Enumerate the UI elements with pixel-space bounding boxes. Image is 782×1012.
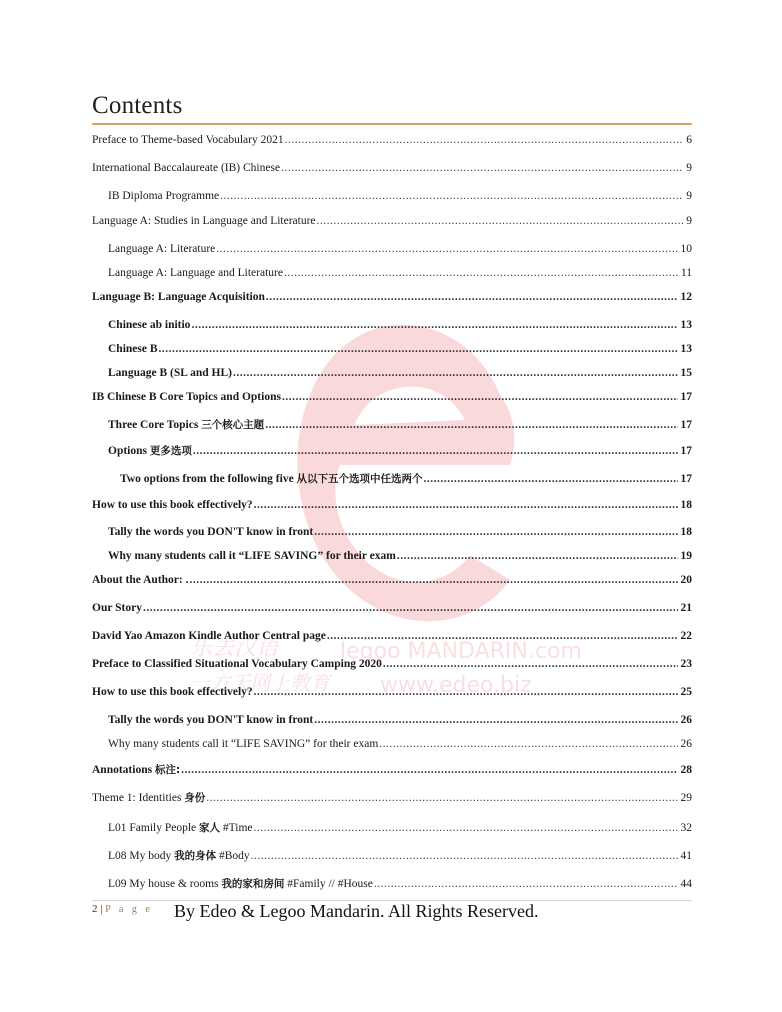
- toc-entry-label: [92, 791, 205, 805]
- toc-entry[interactable]: [92, 390, 692, 404]
- toc-entry[interactable]: [92, 849, 692, 863]
- toc-entry-chinese: 身份: [184, 792, 206, 804]
- toc-page-number: 25: [680, 686, 692, 698]
- toc-leader-dots: [327, 629, 678, 643]
- toc-page-number: 44: [680, 878, 692, 890]
- toc-page-number: 12: [680, 291, 692, 303]
- toc-page-number: 10: [680, 243, 692, 255]
- rights-notice: By Edeo & Legoo Mandarin. All Rights Reserved.: [174, 901, 539, 921]
- toc-entry-text: Why many students call it “LIFE SAVING” for their exam: [108, 550, 396, 562]
- toc-entry-text: Tally the words you DON'T know in front: [108, 526, 314, 538]
- toc-page-number: 6: [686, 134, 692, 146]
- toc-leader-dots: [233, 366, 678, 380]
- toc-entry-text: Annotations: [92, 764, 155, 776]
- toc-page-number: 9: [686, 190, 692, 202]
- toc-entry[interactable]: [92, 877, 692, 891]
- toc-entry-text: Preface to Classified Situational Vocabulary Camping 2020: [92, 658, 382, 670]
- toc-page-number: 17: [680, 445, 692, 457]
- toc-entry-text: About the Author: .: [92, 574, 189, 586]
- toc-entry-text: How to use this book effectively?: [92, 499, 253, 511]
- toc-leader-dots: [314, 525, 677, 539]
- toc-leader-dots: [254, 498, 678, 512]
- toc-entry-text: Preface to Theme-based Vocabulary 2021: [92, 134, 284, 146]
- toc-leader-dots: [374, 877, 678, 891]
- toc-page-number: 13: [680, 319, 692, 331]
- watermark-zh-line1: 乐去汉语: [190, 636, 279, 661]
- toc-entry-chinese: 我的身体: [174, 850, 217, 862]
- toc-leader-dots: [281, 161, 683, 175]
- toc-leader-dots: [314, 713, 677, 727]
- toc-entry-text: International Baccalaureate (IB) Chinese: [92, 162, 281, 174]
- toc-entry-text: IB Chinese B Core Topics and Options: [92, 391, 281, 403]
- toc-entry-label: [92, 498, 253, 512]
- toc-entry[interactable]: [92, 685, 692, 699]
- toc-entry[interactable]: [92, 629, 692, 643]
- toc-entry-text: Tally the words you DON'T know in front: [108, 714, 314, 726]
- toc-page-number: 23: [680, 658, 692, 670]
- toc-entry[interactable]: [92, 161, 692, 175]
- toc-leader-dots: [181, 763, 677, 777]
- toc-entry-label: [92, 573, 188, 587]
- toc-entry-label: [92, 390, 281, 404]
- toc-page-number: 18: [680, 499, 692, 511]
- toc-entry[interactable]: [92, 713, 692, 727]
- toc-entry-label: [108, 418, 264, 432]
- toc-entry[interactable]: [92, 318, 692, 332]
- toc-leader-dots: [251, 849, 678, 863]
- toc-entry-chinese: 我的家和房间: [221, 878, 285, 890]
- toc-entry[interactable]: [92, 242, 692, 256]
- toc-leader-dots: [285, 133, 684, 147]
- toc-entry-text: L09 My house & rooms: [108, 878, 222, 890]
- toc-page-number: 9: [686, 162, 692, 174]
- toc-leader-dots: [284, 266, 678, 280]
- toc-entry-text: How to use this book effectively?: [92, 686, 253, 698]
- toc-entry-label: [92, 214, 316, 228]
- page-word: P a g e: [105, 904, 153, 915]
- toc-entry[interactable]: [92, 737, 692, 751]
- toc-entry-label: [108, 318, 190, 332]
- title-divider: [92, 123, 692, 125]
- toc-page-number: 29: [680, 792, 692, 804]
- toc-page-number: 22: [680, 630, 692, 642]
- toc-leader-dots: [220, 189, 683, 203]
- toc-entry-label: [108, 444, 192, 458]
- toc-entry-label: [92, 290, 265, 304]
- toc-page-number: 41: [680, 850, 692, 862]
- toc-entry-label: [108, 821, 253, 835]
- toc-entry[interactable]: [92, 418, 692, 432]
- toc-page-number: 13: [680, 343, 692, 355]
- toc-entry-label: [108, 713, 313, 727]
- toc-entry-text: Options: [108, 445, 150, 457]
- toc-entry-label: [92, 133, 284, 147]
- toc-entry-label: [92, 685, 253, 699]
- toc-entry[interactable]: [92, 444, 692, 458]
- toc-entry-label: [108, 366, 232, 380]
- watermark-zh-line2: 一方天网上教育: [190, 671, 330, 695]
- toc-page-number: 20: [680, 574, 692, 586]
- page-separator: |: [100, 903, 103, 915]
- toc-entry-label: [92, 657, 382, 671]
- toc-page-number: 15: [680, 367, 692, 379]
- toc-entry-label: [108, 549, 396, 563]
- toc-leader-dots: [424, 472, 678, 486]
- toc-leader-dots: [379, 737, 677, 751]
- toc-entry[interactable]: [92, 821, 692, 835]
- toc-entry-label: [108, 342, 158, 356]
- toc-page-number: 17: [680, 419, 692, 431]
- toc-entry[interactable]: [92, 133, 692, 147]
- toc-entry[interactable]: [92, 342, 692, 356]
- toc-entry[interactable]: [92, 214, 692, 228]
- toc-leader-dots: [193, 444, 678, 458]
- toc-entry-label: [92, 629, 326, 643]
- toc-leader-dots: [317, 214, 684, 228]
- toc-entry-label: [108, 737, 378, 751]
- toc-entry-tags: #Body: [216, 850, 250, 862]
- watermark-url: www.edeo.biz: [380, 673, 532, 698]
- toc-entry-label: [108, 849, 250, 863]
- toc-leader-dots: [397, 549, 678, 563]
- toc-page-number: 19: [680, 550, 692, 562]
- toc-entry[interactable]: [92, 266, 692, 280]
- toc-page-number: 28: [680, 764, 692, 776]
- toc-entry[interactable]: [92, 573, 692, 587]
- toc-entry-text: L08 My body: [108, 850, 175, 862]
- page-footer: [92, 903, 153, 915]
- toc-entry[interactable]: [92, 472, 692, 486]
- toc-entry[interactable]: [92, 657, 692, 671]
- toc-entry-text: Language B: Language Acquisition: [92, 291, 265, 303]
- toc-entry[interactable]: [92, 525, 692, 539]
- toc-entry-text: Language A: Studies in Language and Literature: [92, 215, 316, 227]
- toc-entry[interactable]: [92, 601, 692, 615]
- toc-leader-dots: [143, 601, 678, 615]
- toc-entry-label: [108, 877, 373, 891]
- toc-entry-tags: #Time: [220, 822, 253, 834]
- toc-entry-text: Why many students call it “LIFE SAVING” for their exam: [108, 738, 379, 750]
- toc-page-number: 21: [680, 602, 692, 614]
- toc-entry-text: Language B (SL and HL): [108, 367, 232, 379]
- toc-entry-label: [92, 763, 180, 777]
- toc-entry-chinese: 家人: [199, 822, 221, 834]
- toc-entry-text: Language A: Literature: [108, 243, 216, 255]
- toc-entry[interactable]: [92, 189, 692, 203]
- toc-leader-dots: [206, 791, 677, 805]
- toc-page-number: 17: [680, 473, 692, 485]
- toc-entry-text: Chinese B: [108, 343, 158, 355]
- toc-entry[interactable]: [92, 366, 692, 380]
- toc-entry[interactable]: [92, 549, 692, 563]
- toc-leader-dots: [159, 342, 678, 356]
- toc-entry-label: [108, 525, 313, 539]
- toc-entry-text: Two options from the following five: [120, 473, 297, 485]
- toc-entry[interactable]: [92, 791, 692, 805]
- toc-page-number: 26: [680, 738, 692, 750]
- toc-leader-dots: [191, 318, 677, 332]
- toc-leader-dots: [216, 242, 677, 256]
- toc-entry[interactable]: [92, 290, 692, 304]
- toc-entry[interactable]: [92, 763, 692, 777]
- toc-entry-label: [108, 266, 283, 280]
- toc-entry[interactable]: [92, 498, 692, 512]
- toc-page-number: 9: [686, 215, 692, 227]
- toc-entry-label: [92, 601, 142, 615]
- toc-entry-label: [108, 189, 219, 203]
- toc-leader-dots: [266, 290, 678, 304]
- page-title: Contents: [92, 92, 183, 119]
- toc-entry-text: Our Story: [92, 602, 142, 614]
- toc-entry-chinese: 从以下五个选项中任选两个: [296, 473, 423, 485]
- toc-entry-text: Language A: Language and Literature: [108, 267, 283, 279]
- toc-entry-text: Theme 1: Identities: [92, 792, 185, 804]
- toc-page-number: 18: [680, 526, 692, 538]
- toc-leader-dots: [189, 573, 677, 587]
- toc-entry-chinese: 三个核心主题: [201, 419, 265, 431]
- toc-entry-label: [92, 161, 280, 175]
- page-number: 2: [92, 903, 98, 915]
- toc-entry-text: Chinese ab initio: [108, 319, 191, 331]
- toc-leader-dots: [265, 418, 677, 432]
- toc-entry-text: Three Core Topics: [108, 419, 202, 431]
- toc-entry-text: IB Diploma Programme: [108, 190, 220, 202]
- toc-entry-label: [120, 472, 423, 486]
- toc-leader-dots: [383, 657, 678, 671]
- toc-page-number: 17: [680, 391, 692, 403]
- watermark-brand: legoo MANDARIN.com: [340, 639, 582, 664]
- toc-leader-dots: [254, 821, 678, 835]
- toc-page-number: 11: [680, 267, 692, 279]
- toc-entry-chinese: 标注:: [154, 764, 181, 776]
- toc-leader-dots: [254, 685, 678, 699]
- toc-entry-label: [108, 242, 215, 256]
- toc-entry-text: L01 Family People: [108, 822, 200, 834]
- toc-page-number: 32: [680, 822, 692, 834]
- toc-leader-dots: [282, 390, 678, 404]
- toc-entry-tags: #Family // #House: [284, 878, 373, 890]
- toc-entry-chinese: 更多选项: [149, 445, 192, 457]
- toc-entry-text: David Yao Amazon Kindle Author Central page: [92, 630, 326, 642]
- toc-page-number: 26: [680, 714, 692, 726]
